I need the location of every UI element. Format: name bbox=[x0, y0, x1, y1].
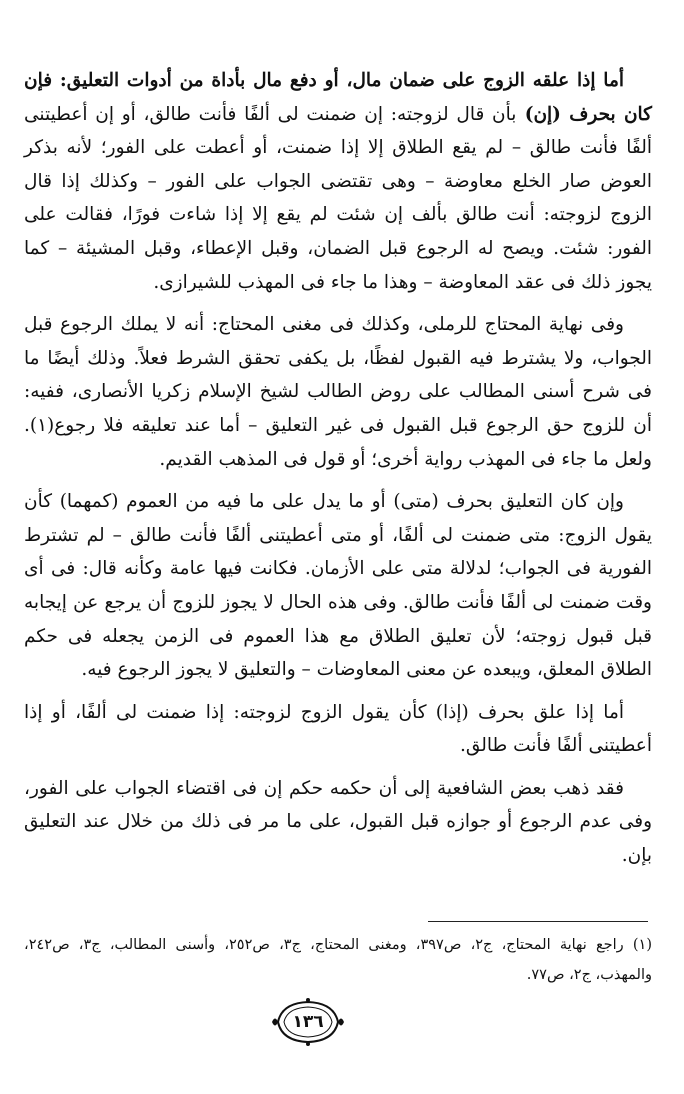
footnote-divider bbox=[428, 921, 648, 922]
paragraph-4: أما إذا علق بحرف (إذا) كأن يقول الزوج لزوجته: إذا ضمنت لى ألفًا، أو إذا أعطيتنى ألفًا فأنت طالق. bbox=[24, 701, 652, 757]
page-number: ١٣٦ bbox=[292, 1012, 324, 1032]
paragraph-3: وإن كان التعليق بحرف (متى) أو ما يدل على ما فيه من العموم (كمهما) كأن يقول الزوج: متى ضمنت لى ألفًا، أو متى أعطيتنى ألفًا فأنت طالق – لم تشترط الفورية فى الجواب؛ لدلالة متى على الأزمان. فكانت فيها عامة وكأنه قال: فى أى وقت ضمنت لى ألفًا فأنت طالق. وفى هذه الحال لا يجوز للزوج أن يرجع عن إيجابه قبل قبول زوجته؛ لأن تعليق الطلاق مع هذا العموم فى الزمن يجعله فى حكم الطلاق المعلق، ويبعده عن معنى المعاوضات – والتعليق لا يجوز الرجوع فيه. bbox=[24, 491, 652, 681]
paragraph-2: وفى نهاية المحتاج للرملى، وكذلك فى مغنى المحتاج: أنه لا يملك الرجوع قبل الجواب، ولا يشترط فيه القبول لفظًا، بل يكفى تحقق الشرط فعلاً. وذلك أيضًا ما فى شرح أسنى المطالب على روض الطالب لشيخ الإسلام زكريا الأنصارى، ففيه: أن للزوج حق الرجوع قبل القبول فى غير التعليق – أما عند تعليقه فلا رجوع(١). ولعل ما جاء فى المهذب رواية أخرى؛ أو قول فى المذهب القديم. bbox=[24, 314, 652, 470]
paragraph-1-lead: أما إذا علقه الزوج على ضمان مال، أو دفع مال بأداة من أدوات التعليق: فإن كان بحرف (إن) bbox=[24, 70, 652, 125]
paragraph-5: فقد ذهب بعض الشافعية إلى أن حكمه حكم إن فى اقتضاء الجواب على الفور، وفى عدم الرجوع أو جوازه قبل القبول، على ما مر فى ذلك من خلال عند التعليق بإن. bbox=[24, 777, 652, 867]
paragraph-1-text: بأن قال لزوجته: إن ضمنت لى ألفًا فأنت طالق، أو إن أعطيتنى ألفًا فأنت طالق – لم يقع الطلاق إلا إذا ضمنت، أو أعطت على الفور؛ لأنه بذكر العوض صار الخلع معاوضة – وهى تقتضى الجواب على الفور – وكذلك إذا قال الزوج لزوجته: أنت طالق بألف إن شئت لم يقع إلا إذا شاءت فورًا، فقالت على الفور: شئت. ويصح له الرجوع قبل الضمان، وقبل الإعطاء، وقبل المشيئة – كما يجوز ذلك فى عقد المعاوضة – وهذا ما جاء فى المهذب للشيرازى. bbox=[24, 103, 652, 293]
paragraph-1 bbox=[24, 64, 652, 299]
footnote: (١) راجع نهاية المحتاج، ج٢، ص٣٩٧، ومغنى المحتاج، ج٣، ص٢٥٢، وأسنى المطالب، ج٣، ص٢٤٢، والمهذب، ج٢، ص٧٧. bbox=[24, 937, 652, 983]
body-text bbox=[24, 64, 652, 882]
